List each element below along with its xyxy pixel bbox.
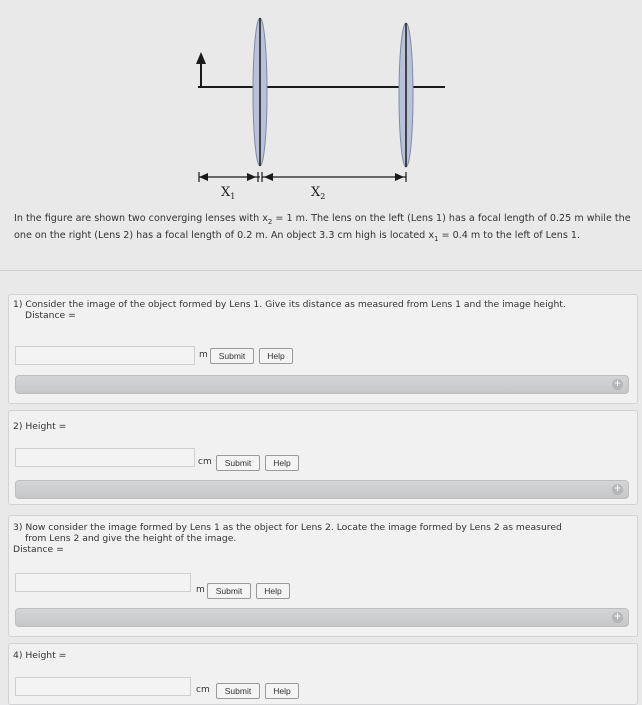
x2-arrow-left — [264, 173, 273, 181]
question-2-section — [8, 410, 638, 505]
question-3-text: 3) Now consider the image formed by Lens 1 as the object for Lens 2. Locate the image formed by Lens 2 as measured from Lens 2 and give the height of the image. Distance = — [13, 522, 562, 555]
x2-arrow-right — [395, 173, 404, 181]
problem-statement: In the figure are shown two converging lenses with $x_2 = 1$ m. The lens on the left (Lens 1) has a focal length of 0.25 m while the one on the right (Lens 2) has a focal length of 0.2 m. An object 3.3 cm high is located $x_1 = 0.4$ m to the left of Lens 1. — [14, 213, 631, 243]
x1-arrow-left — [199, 173, 208, 181]
x1-label: $X_1$ — [221, 185, 236, 201]
question-1-text: 1) Consider the image of the object formed by Lens 1. Give its distance as measured from Lens 1 and the image height. Distance = — [13, 299, 566, 321]
distance-2-help-button[interactable]: Help — [256, 583, 290, 599]
distance-2-unit: m — [196, 585, 205, 595]
height-2-input[interactable] — [15, 677, 191, 696]
divider — [0, 270, 642, 271]
lens-diagram — [0, 0, 642, 205]
distance-2-submit-button[interactable]: Submit — [207, 583, 251, 599]
expand-icon[interactable]: + — [613, 379, 622, 389]
distance-1-submit-button[interactable]: Submit — [210, 348, 254, 364]
object-arrow-head — [196, 52, 206, 64]
question-4-section — [8, 643, 638, 705]
distance-2-feedback-bar[interactable] — [15, 608, 629, 627]
distance-2-input[interactable] — [15, 573, 191, 592]
distance-1-unit: m — [199, 350, 208, 360]
height-1-unit: cm — [198, 457, 212, 467]
x1-arrow-right — [247, 173, 256, 181]
expand-icon[interactable]: + — [613, 612, 622, 622]
height-1-input[interactable] — [15, 448, 195, 467]
question-1-section — [8, 294, 638, 404]
expand-icon[interactable]: + — [613, 484, 622, 494]
distance-1-input[interactable] — [15, 346, 195, 365]
height-2-help-button[interactable]: Help — [265, 683, 299, 699]
distance-1-feedback-bar[interactable] — [15, 375, 629, 394]
distance-1-help-button[interactable]: Help — [259, 348, 293, 364]
question-3-section — [8, 515, 638, 637]
height-1-feedback-bar[interactable] — [15, 480, 629, 499]
height-1-submit-button[interactable]: Submit — [216, 455, 260, 471]
height-2-submit-button[interactable]: Submit — [216, 683, 260, 699]
height-1-help-button[interactable]: Help — [265, 455, 299, 471]
question-2-text: 2) Height = — [13, 421, 67, 432]
height-2-unit: cm — [196, 685, 210, 695]
question-4-text: 4) Height = — [13, 650, 67, 661]
x2-label: $X_2$ — [311, 185, 326, 201]
